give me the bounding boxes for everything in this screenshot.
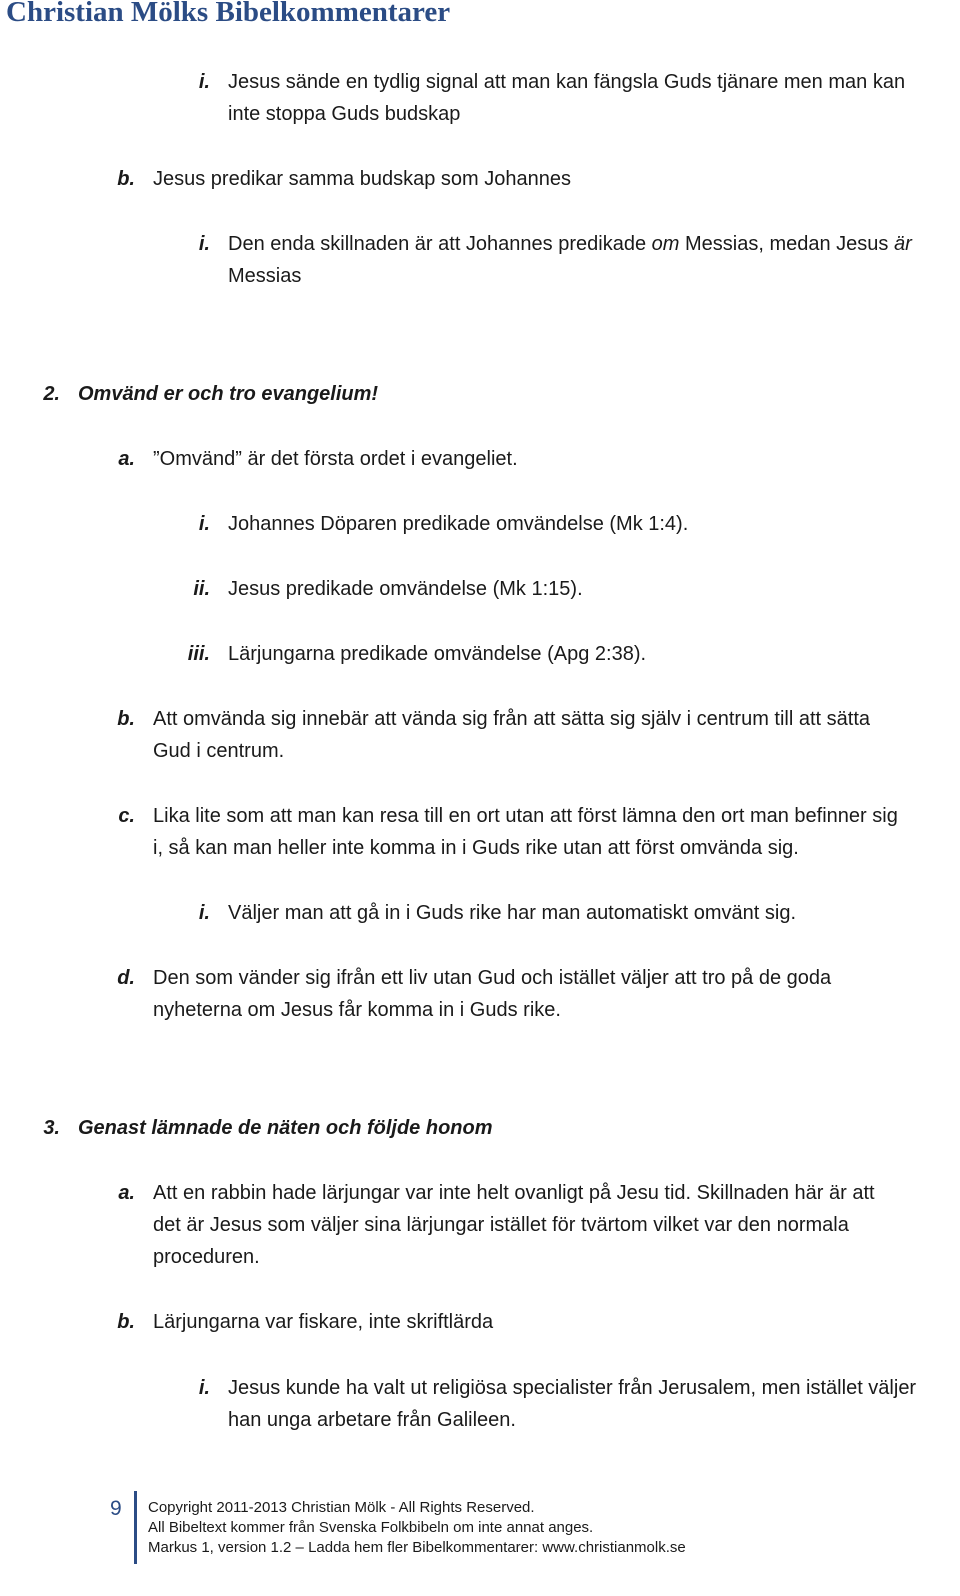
list-item-text [228,228,912,260]
list-item-text: inte stoppa Guds budskap [228,103,461,125]
list-marker: i. [198,71,210,93]
list-item-text: Johannes Döparen predikade omvändelse (Mk 1:4). [228,513,689,535]
list-item-text: ”Omvänd” är det första ordet i evangeliet. [153,448,518,470]
page-number: 9 [110,1497,122,1520]
list-marker: i. [198,902,210,924]
list-marker: i. [198,1377,210,1399]
list-item-text: Jesus predikar samma budskap som Johannes [153,168,571,190]
list-item-text: Messias [228,265,302,287]
list-marker: ii. [193,578,210,600]
emphasis-ar: är [893,233,912,255]
list-item-text: i, så kan man heller inte komma in i Guds rike utan att först omvända sig. [153,837,799,859]
list-marker: a. [118,1182,135,1204]
list-item-text: proceduren. [153,1246,260,1268]
list-marker: d. [117,967,135,989]
list-item-text: han unga arbetare från Galileen. [228,1409,516,1431]
list-marker: a. [118,448,135,470]
list-item-text: Den som vänder sig ifrån ett liv utan Gud och istället väljer att tro på de goda [153,967,832,989]
list-item-text: Att en rabbin hade lärjungar var inte helt ovanligt på Jesu tid. Skillnaden här är att [153,1182,875,1204]
list-item-text: Lärjungarna predikade omvändelse (Apg 2:38). [228,643,647,665]
list-marker: b. [117,1311,135,1333]
list-item-text: Gud i centrum. [153,740,285,762]
list-marker: i. [198,513,210,535]
list-item-text: Lika lite som att man kan resa till en ort utan att först lämna den ort man befinner sig [153,805,898,827]
section-heading: Genast lämnade de näten och följde honom [78,1117,493,1139]
section-heading: Omvänd er och tro evangelium! [78,383,379,405]
section-number: 2. [43,383,60,405]
list-marker: c. [118,805,135,827]
footer-divider [134,1491,137,1564]
text-run: Den enda skillnaden är att Johannes predikade [228,233,652,255]
list-item-text: Jesus sände en tydlig signal att man kan fängsla Guds tjänare men man kan [228,71,906,93]
list-item-text: det är Jesus som väljer sina lärjungar istället för tvärtom vilket var den normala [153,1214,849,1236]
emphasis-om: om [651,233,680,255]
list-item-text: Jesus predikade omvändelse (Mk 1:15). [228,578,583,600]
list-item-text: Lärjungarna var fiskare, inte skriftlärda [153,1311,494,1333]
footer-copyright: Copyright 2011-2013 Christian Mölk - All Rights Reserved. [148,1499,535,1516]
text-run: Messias, medan Jesus [679,233,894,255]
list-item-text: Jesus kunde ha valt ut religiösa specialister från Jerusalem, men istället väljer [228,1377,917,1399]
document-header-title: Christian Mölks Bibelkommentarer [6,0,451,28]
list-marker: i. [198,233,210,255]
footer-bible-note: All Bibeltext kommer från Svenska Folkbibeln om inte annat anges. [148,1519,594,1536]
list-item-text: Att omvända sig innebär att vända sig från att sätta sig själv i centrum till att sätta [153,708,871,730]
list-item-text: nyheterna om Jesus får komma in i Guds rike. [153,999,561,1021]
footer-version: Markus 1, version 1.2 – Ladda hem fler Bibelkommentarer: www.christianmolk.se [148,1539,686,1556]
list-marker: b. [117,168,135,190]
list-marker: iii. [187,643,210,665]
list-marker: b. [117,708,135,730]
section-number: 3. [43,1117,60,1139]
list-item-text: Väljer man att gå in i Guds rike har man automatiskt omvänt sig. [228,902,797,924]
